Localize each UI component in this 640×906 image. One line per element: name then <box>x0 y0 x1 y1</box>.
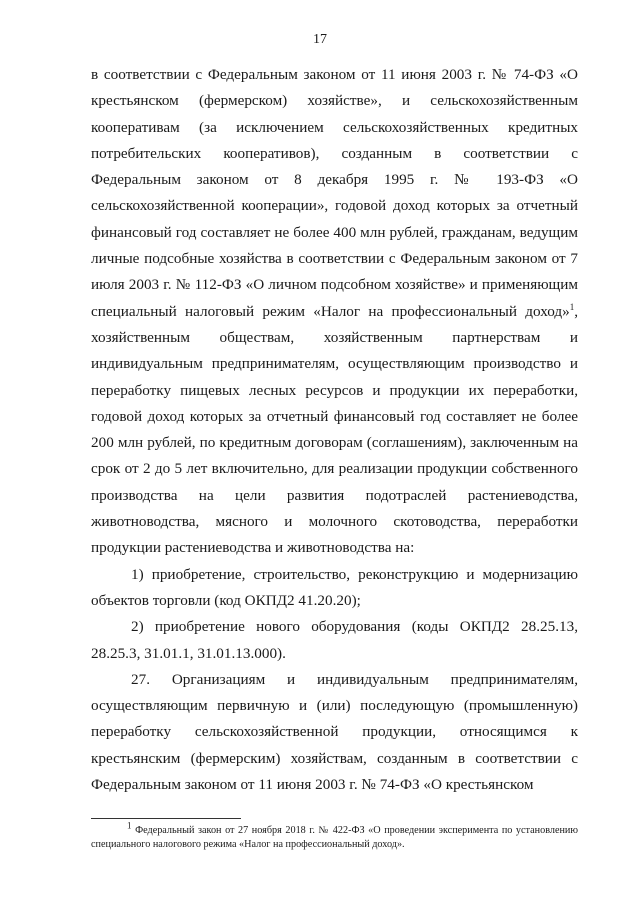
paragraph-27 <box>91 667 578 798</box>
paragraph-1-text: в соответствии с Федеральным законом от 11 июня 2003 г. № 74-ФЗ «О крестьянском (фермерском) хозяйстве», и сельскохозяйственным кооперативам (за исключением сельскохозяйственных кредитных потребительских кооперативов), созданным в соответствии с Федеральным законом от 8 декабря 1995 г. № 193-ФЗ «О сельскохозяйственной кооперации», годовой доход которых за отчетный финансовый год составляет не более 400 млн рублей, гражданам, ведущим личные подсобные хозяйства в соответствии с Федеральным законом от 7 июля 2003 г. № 112-ФЗ «О личном подсобном хозяйстве» и применяющим специальный налоговый режим «Налог на профессиональный доход» <box>91 66 578 320</box>
body-text <box>91 62 578 798</box>
paragraph-item-2-text: 2) приобретение нового оборудования (коды ОКПД2 28.25.13, 28.25.3, 31.01.1, 31.01.13.000). <box>91 618 578 662</box>
paragraph-1 <box>91 62 578 562</box>
paragraph-item-2 <box>91 614 578 667</box>
page-number: 17 <box>313 32 327 47</box>
footnote-text: Федеральный закон от 27 ноября 2018 г. № 422-ФЗ «О проведении эксперимента по установлению специального налогового режима «Налог на профессиональный доход». <box>91 825 578 850</box>
footnote-divider <box>91 818 241 819</box>
footnote-marker: 1 <box>127 820 132 831</box>
paragraph-1-text-continued: , хозяйственным обществам, хозяйственным партнерствам и индивидуальным предпринимателям, осуществляющим производство и переработку пищевых лесных ресурсов и продукции их переработки, годовой доход которых за отчетный финансовый год составляет не более 200 млн рублей, по кредитным договорам (соглашениям), заключенным на срок от 2 до 5 лет включительно, для реализации продукции собственного производства на цели развития подотраслей растениеводства, животноводства, мясного и молочного скотоводства, переработки продукции растениеводства и животноводства на: <box>91 302 578 557</box>
paragraph-27-text: 27. Организациям и индивидуальным предпринимателям, осуществляющим первичную и (или) последующую (промышленную) переработку сельскохозяйственной продукции, относящимся к крестьянским (фермерским) хозяйствам, созданным в соответствии с Федеральным законом от 11 июня 2003 г. № 74-ФЗ «О крестьянском <box>91 670 578 794</box>
paragraph-item-1 <box>91 562 578 615</box>
footnote-reference: 1 <box>569 301 575 312</box>
footnote <box>91 820 578 852</box>
paragraph-item-1-text: 1) приобретение, строительство, реконструкцию и модернизацию объектов торговли (код ОКПД2 41.20.20); <box>91 565 578 609</box>
